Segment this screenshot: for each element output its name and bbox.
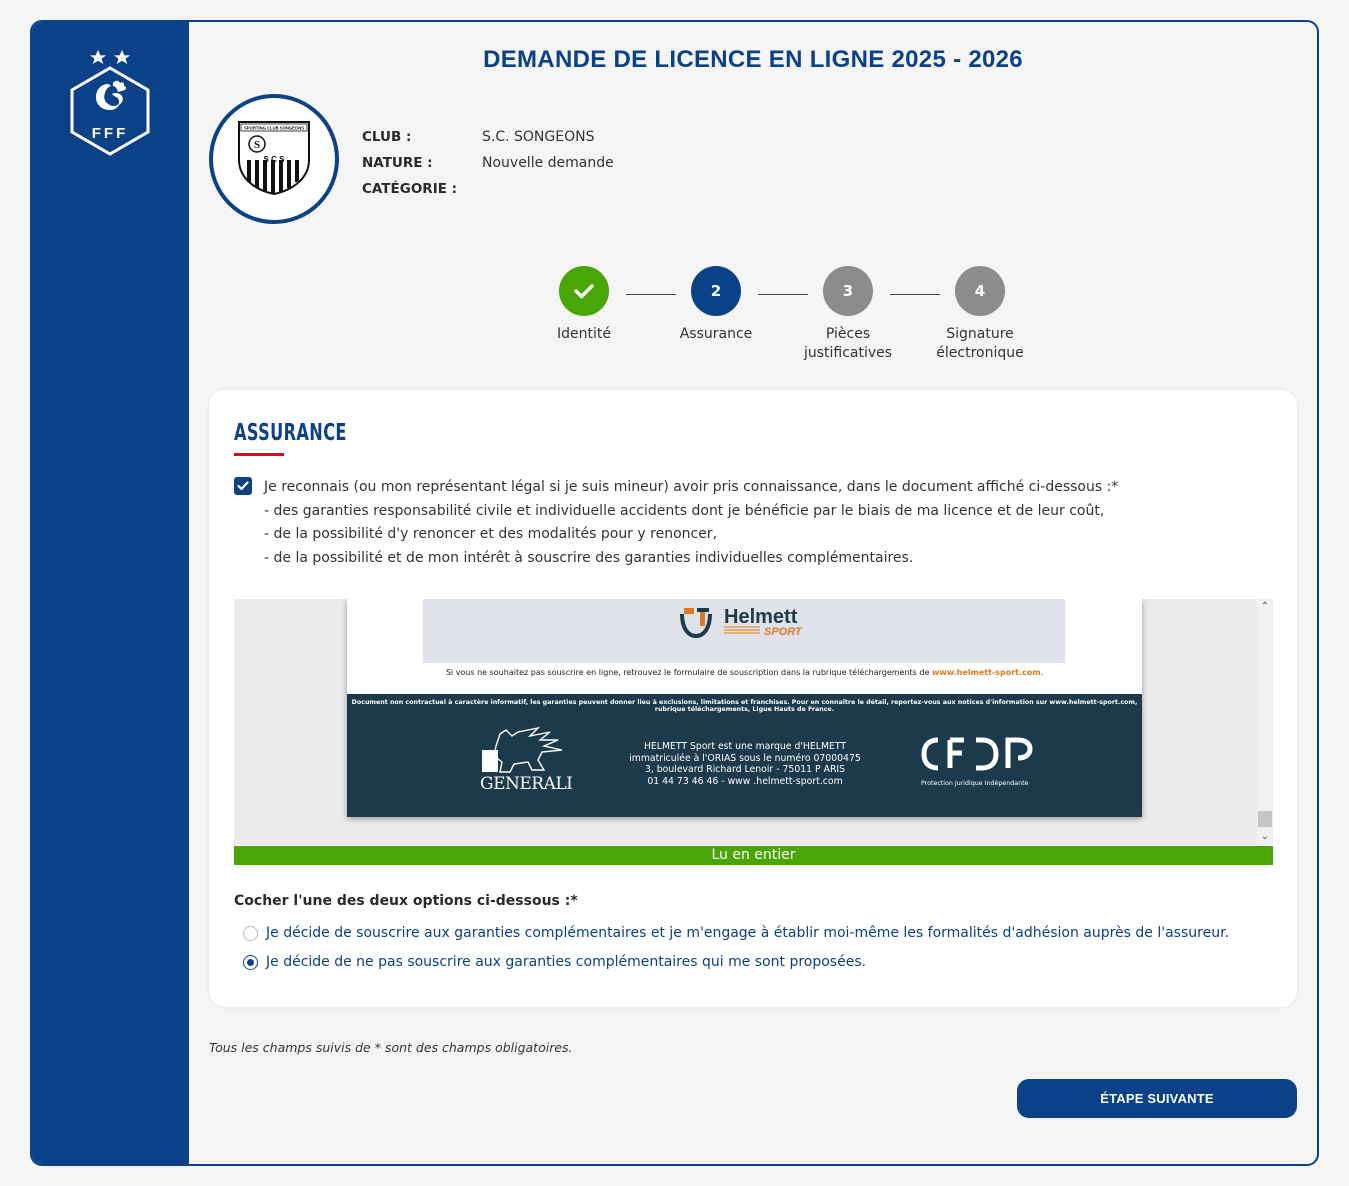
club-row [362, 124, 614, 150]
option-subscribe-radio[interactable] [243, 926, 258, 941]
step-4-label-line1: Signature [946, 326, 1014, 342]
option-decline[interactable] [243, 954, 866, 970]
star-icon [90, 50, 130, 64]
helmett-link[interactable]: www.helmett-sport.com [931, 668, 1041, 677]
helmett-logo [680, 606, 822, 646]
club-crest [237, 120, 311, 196]
step-assurance [651, 266, 781, 344]
assurance-card [209, 390, 1297, 1007]
step-4-label [915, 325, 1045, 363]
check-icon [237, 481, 249, 491]
licence-info [362, 124, 614, 202]
page-title: DEMANDE DE LICENCE EN LIGNE 2025 - 2026 [483, 46, 1023, 73]
sidebar [32, 22, 189, 1164]
nature-label: NATURE : [362, 155, 433, 171]
step-1-circle [559, 266, 609, 316]
option-subscribe[interactable] [243, 925, 1229, 941]
step-3-label-line2: justificatives [803, 345, 893, 361]
step-3-label [783, 325, 913, 363]
helmett-info-line: 01 44 73 46 46 - www .helmett-sport.com [647, 775, 843, 787]
step-pieces [783, 266, 913, 363]
document-page [347, 599, 1142, 817]
section-title: ASSURANCE [234, 420, 347, 446]
document-disclaimer: Document non contractuel à caractère informatif, les garanties peuvent donner lieu à exclusions, limitations et franchises. Pour en connaître le détail, reportez-vous aux notices d'information sur www.helmett-sport.com, rubrique téléchargements, Ligue Hauts de France. [351, 699, 1138, 713]
section-underline [234, 453, 284, 456]
helmett-info-line: HELMETT Sport est une marque d'HELMETT [643, 741, 847, 752]
radio-selected-dot [247, 959, 254, 966]
helmett-info-line: 3, boulevard Richard Lenoir - 75011 P ARIS [644, 764, 846, 775]
read-status-bar: Lu en entier [234, 846, 1273, 865]
svg-text:FFF: FFF [91, 125, 129, 142]
acknowledgement-line: Je reconnais (ou mon représentant légal si je suis mineur) avoir pris connaissance, dans le document affiché ci-dessous :* [264, 479, 1119, 495]
subscription-text: Si vous ne souhaitez pas souscrire en ligne, retrouvez le formulaire de souscription dans la rubrique téléchargements de [445, 668, 932, 677]
step-4-label-line2: électronique [936, 345, 1024, 361]
scroll-down-icon[interactable]: ⌄ [1260, 831, 1270, 842]
options-title: Cocher l'une des deux options ci-dessous :* [234, 893, 578, 909]
category-row [362, 176, 614, 202]
option-decline-label[interactable]: Je décide de ne pas souscrire aux garanties complémentaires qui me sont proposées. [266, 954, 867, 970]
svg-text:S: S [253, 139, 261, 151]
acknowledgement-checkbox[interactable] [234, 477, 252, 495]
option-subscribe-label[interactable]: Je décide de souscrire aux garanties complémentaires et je m'engage à établir moi-même les formalités d'adhésion auprès de l'assureur. [266, 925, 1229, 941]
next-step-button[interactable]: ÉTAPE SUIVANTE [1017, 1079, 1297, 1118]
subscription-end: . [1040, 668, 1044, 677]
main-content [189, 22, 1317, 1164]
step-3-circle: 3 [823, 266, 873, 316]
step-1-label: Identité [557, 326, 611, 342]
scroll-thumb[interactable] [1258, 811, 1272, 827]
progress-stepper [519, 266, 1024, 366]
nature-row [362, 150, 614, 176]
step-3-label-line1: Pièces [825, 326, 871, 342]
svg-text:SPORTING CLUB SONGEONS: SPORTING CLUB SONGEONS [243, 125, 305, 131]
subscription-note [347, 668, 1142, 677]
svg-text:S C S: S C S [263, 155, 285, 164]
acknowledgement-line: - des garanties responsabilité civile et individuelle accidents dont je bénéficie par le biais de ma licence et de leur coût, [264, 502, 1105, 519]
step-2-circle: 2 [691, 266, 741, 316]
document-viewer[interactable] [234, 599, 1273, 845]
cfdp-logo [920, 734, 1036, 774]
cfdp-subtitle: Protection Juridique Indépendante [921, 780, 1029, 787]
acknowledgement-line: - de la possibilité d'y renoncer et des modalités pour y renoncer, [264, 526, 718, 542]
nature-value: Nouvelle demande [482, 155, 614, 171]
step-identite[interactable] [519, 266, 649, 344]
acknowledgement-line: - de la possibilité et de mon intérêt à souscrire des garanties individuelles complémentaires. [264, 549, 914, 566]
document-footer [347, 694, 1142, 817]
required-fields-note: Tous les champs suivis de * sont des champs obligatoires. [209, 1040, 573, 1055]
step-signature [915, 266, 1045, 363]
helmett-banner [423, 599, 1065, 663]
svg-text:Helmett: Helmett [724, 606, 798, 628]
category-label: CATÉGORIE : [362, 181, 458, 197]
acknowledgement [234, 476, 1234, 570]
check-icon [574, 283, 594, 299]
fff-logo [68, 50, 152, 156]
generali-lion-icon [478, 726, 568, 776]
app-frame [30, 20, 1319, 1166]
option-decline-radio[interactable] [243, 955, 258, 970]
club-logo [209, 94, 339, 224]
generali-wordmark: GENERALI [480, 774, 573, 794]
rooster-icon [96, 81, 126, 110]
acknowledgement-text [264, 476, 1234, 570]
step-4-circle: 4 [955, 266, 1005, 316]
scroll-up-icon[interactable]: ⌃ [1260, 601, 1270, 612]
helmett-info-line: immatriculée à l'ORIAS sous le numéro 07000475 [629, 752, 861, 764]
club-label: CLUB : [362, 129, 412, 145]
document-scrollbar[interactable] [1257, 599, 1273, 845]
step-2-label: Assurance [679, 326, 753, 342]
club-value: S.C. SONGEONS [482, 129, 595, 145]
svg-text:SPORT: SPORT [764, 626, 802, 638]
helmett-company-info [627, 741, 863, 787]
